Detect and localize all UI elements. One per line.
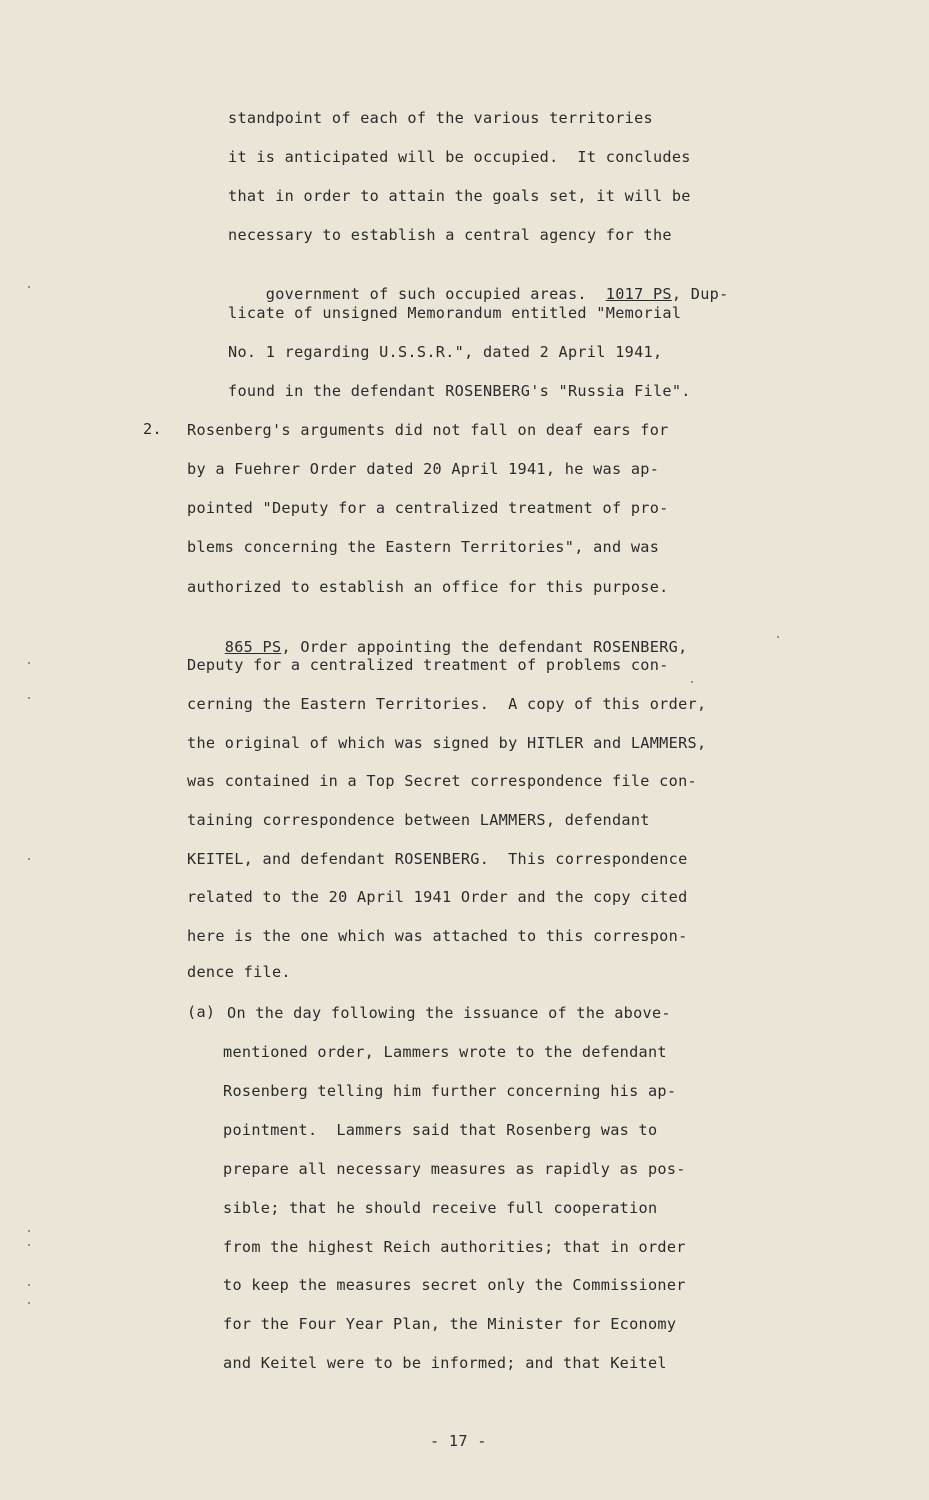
text-line: KEITEL, and defendant ROSENBERG. This correspondence: [187, 850, 688, 868]
text-line: prepare all necessary measures as rapidly as pos-: [223, 1160, 686, 1178]
text-line: it is anticipated will be occupied. It concludes: [228, 148, 691, 166]
paper-speck: [28, 1244, 30, 1246]
text-line: pointed "Deputy for a centralized treatment of pro-: [187, 499, 669, 517]
page-number: - 17 -: [430, 1432, 487, 1450]
text-line: On the day following the issuance of the above-: [227, 1004, 671, 1022]
paper-speck: [28, 1302, 30, 1304]
paper-speck: [28, 858, 30, 860]
text-line: mentioned order, Lammers wrote to the defendant: [223, 1043, 667, 1061]
text-line: authorized to establish an office for this purpose.: [187, 578, 669, 596]
text-line: standpoint of each of the various territories: [228, 109, 653, 127]
paper-speck: [28, 1284, 30, 1286]
text-span: government of such occupied areas.: [265, 285, 587, 303]
paper-speck: [777, 636, 779, 638]
text-line: cerning the Eastern Territories. A copy of this order,: [187, 695, 707, 713]
text-line: pointment. Lammers said that Rosenberg was to: [223, 1121, 658, 1139]
paper-speck: [28, 662, 30, 664]
text-line: blems concerning the Eastern Territories", and was: [187, 538, 660, 556]
paper-speck: [28, 286, 30, 288]
text-line: here is the one which was attached to this correspon-: [187, 927, 688, 945]
text-line: licate of unsigned Memorandum entitled "Memorial: [228, 304, 682, 322]
text-span: , Order appointing the defendant ROSENBERG,: [281, 638, 688, 656]
text-line: to keep the measures secret only the Commissioner: [223, 1276, 686, 1294]
document-reference-1017ps: 1017 PS: [605, 285, 672, 303]
paper-speck: [28, 1230, 30, 1232]
text-line: related to the 20 April 1941 Order and the copy cited: [187, 888, 688, 906]
text-line: was contained in a Top Secret correspondence file con-: [187, 772, 697, 790]
text-span: , Dup-: [671, 285, 729, 303]
paragraph-number: 2.: [143, 420, 162, 438]
text-line: No. 1 regarding U.S.S.R.", dated 2 April 1941,: [228, 343, 663, 361]
text-line: taining correspondence between LAMMERS, defendant: [187, 811, 650, 829]
subparagraph-label: (a): [187, 1003, 216, 1021]
text-line: Deputy for a centralized treatment of problems con-: [187, 656, 669, 674]
text-line: for the Four Year Plan, the Minister for Economy: [223, 1315, 677, 1333]
text-line: sible; that he should receive full cooperation: [223, 1199, 658, 1217]
text-line: the original of which was signed by HITLER and LAMMERS,: [187, 734, 707, 752]
text-line: from the highest Reich authorities; that in order: [223, 1238, 686, 1256]
text-line: dence file.: [187, 963, 291, 981]
text-line: necessary to establish a central agency for the: [228, 226, 672, 244]
text-line: found in the defendant ROSENBERG's "Russia File".: [228, 382, 691, 400]
text-line: Rosenberg's arguments did not fall on deaf ears for: [187, 421, 669, 439]
text-line: Rosenberg telling him further concerning his ap-: [223, 1082, 677, 1100]
text-line: and Keitel were to be informed; and that Keitel: [223, 1354, 667, 1372]
text-line: by a Fuehrer Order dated 20 April 1941, he was ap-: [187, 460, 660, 478]
document-reference-865ps: 865 PS: [224, 638, 282, 656]
paper-speck: [28, 697, 30, 699]
text-line: that in order to attain the goals set, it will be: [228, 187, 691, 205]
paper-speck: [691, 681, 693, 683]
